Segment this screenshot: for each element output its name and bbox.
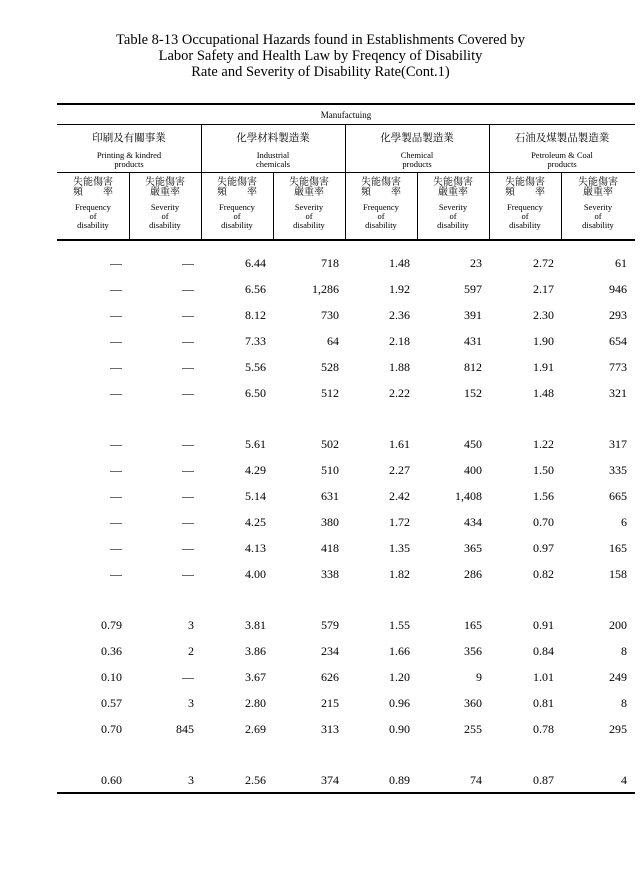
- subheader-text: disability: [221, 220, 253, 230]
- subheader-frequency: [57, 178, 129, 230]
- cell-industrial-frequency: 7.33: [245, 334, 266, 348]
- bottom-rule: [57, 792, 635, 794]
- subheader-text: 頻 率: [361, 187, 401, 198]
- subheader-text: 失能傷害: [433, 177, 473, 188]
- cell-chemical-frequency: 0.96: [389, 696, 410, 710]
- group-en: Petroleum & Coal: [531, 150, 593, 160]
- title-line-2: Labor Safety and Health Law by Freqency of Disability: [158, 48, 483, 64]
- cell-petroleum-severity: 293: [609, 308, 627, 322]
- cell-petroleum-severity: 946: [609, 282, 627, 296]
- cell-industrial-frequency: 4.29: [245, 463, 266, 477]
- subheader-text: of: [594, 211, 602, 221]
- title-line-1: Table 8-13 Occupational Hazards found in Establishments Covered by: [116, 32, 525, 48]
- cell-industrial-severity: 64: [327, 334, 339, 348]
- cell-industrial-severity: 510: [321, 463, 339, 477]
- cell-industrial-frequency: 8.12: [245, 308, 266, 322]
- cell-industrial-severity: 215: [321, 696, 339, 710]
- cell-petroleum-frequency: 1.50: [533, 463, 554, 477]
- cell-printing-frequency: 0.57: [101, 696, 122, 710]
- subheader-text: 失能傷害: [361, 177, 401, 188]
- cell-industrial-severity: 730: [321, 308, 339, 322]
- cell-petroleum-frequency: 1.48: [533, 386, 554, 400]
- cell-petroleum-severity: 665: [609, 489, 627, 503]
- cell-industrial-frequency: 4.25: [245, 515, 266, 529]
- group-cn: 印刷及有關事業: [92, 133, 166, 144]
- cell-petroleum-frequency: 1.01: [533, 670, 554, 684]
- cell-petroleum-severity: 335: [609, 463, 627, 477]
- group-cn: 化學材料製造業: [236, 133, 310, 144]
- cell-printing-frequency: —: [110, 256, 122, 270]
- cell-petroleum-severity: 6: [621, 515, 627, 529]
- cell-chemical-severity: 152: [464, 386, 482, 400]
- subheader-text: Severity: [583, 202, 613, 212]
- cell-industrial-severity: 512: [321, 386, 339, 400]
- cell-printing-severity: —: [182, 282, 194, 296]
- cell-industrial-frequency: 2.80: [245, 696, 266, 710]
- subheader-text: 嚴重率: [294, 187, 324, 198]
- cell-chemical-severity: 365: [464, 541, 482, 555]
- group-rule: [57, 172, 635, 173]
- subheader-text: of: [449, 211, 457, 221]
- cell-printing-severity: —: [182, 515, 194, 529]
- cell-petroleum-severity: 200: [609, 618, 627, 632]
- cell-printing-frequency: 0.79: [101, 618, 122, 632]
- cell-printing-severity: 3: [188, 773, 194, 787]
- cell-industrial-severity: 418: [321, 541, 339, 555]
- group-cn: 石油及煤製品製造業: [514, 133, 610, 144]
- cell-printing-frequency: —: [110, 360, 122, 374]
- subheader-text: 失能傷害: [505, 177, 545, 188]
- cell-chemical-severity: 165: [464, 618, 482, 632]
- cell-petroleum-frequency: 1.90: [533, 334, 554, 348]
- group-en: products: [402, 159, 432, 169]
- group-header-industrial-chemicals: [201, 130, 345, 169]
- cell-industrial-frequency: 2.56: [245, 773, 266, 787]
- cell-printing-frequency: 0.10: [101, 670, 122, 684]
- cell-chemical-severity: 1,408: [455, 489, 482, 503]
- cell-printing-frequency: —: [110, 282, 122, 296]
- cell-industrial-severity: 579: [321, 618, 339, 632]
- cell-chemical-frequency: 1.88: [389, 360, 410, 374]
- cell-printing-severity: 845: [176, 722, 194, 736]
- subheader-text: 頻 率: [217, 187, 257, 198]
- cell-petroleum-severity: 165: [609, 541, 627, 555]
- subheader-text: Frequency: [75, 202, 111, 212]
- subheader-text: of: [305, 211, 313, 221]
- cell-chemical-severity: 812: [464, 360, 482, 374]
- cell-printing-frequency: 0.70: [101, 722, 122, 736]
- cell-chemical-severity: 431: [464, 334, 482, 348]
- cell-petroleum-severity: 8: [621, 696, 627, 710]
- cell-industrial-frequency: 6.56: [245, 282, 266, 296]
- cell-petroleum-frequency: 0.97: [533, 541, 554, 555]
- subheader-text: of: [521, 211, 529, 221]
- cell-chemical-frequency: 0.90: [389, 722, 410, 736]
- subheader-severity: [273, 178, 345, 230]
- subheader-text: disability: [293, 220, 325, 230]
- cell-chemical-frequency: 1.72: [389, 515, 410, 529]
- cell-industrial-severity: 718: [321, 256, 339, 270]
- cell-industrial-frequency: 5.56: [245, 360, 266, 374]
- cell-industrial-severity: 1,286: [312, 282, 339, 296]
- cell-printing-frequency: —: [110, 437, 122, 451]
- cell-printing-severity: 3: [188, 696, 194, 710]
- header-bottom-rule: [57, 239, 635, 241]
- cell-petroleum-severity: 4: [621, 773, 627, 787]
- subheader-severity: [417, 178, 489, 230]
- cell-industrial-severity: 380: [321, 515, 339, 529]
- cell-industrial-severity: 374: [321, 773, 339, 787]
- cell-chemical-frequency: 1.66: [389, 644, 410, 658]
- cell-petroleum-frequency: 0.87: [533, 773, 554, 787]
- cell-petroleum-severity: 317: [609, 437, 627, 451]
- manufacturing-header: Manufactuing: [320, 110, 372, 120]
- cell-industrial-severity: 631: [321, 489, 339, 503]
- subheader-frequency: [489, 178, 561, 230]
- cell-printing-severity: —: [182, 567, 194, 581]
- cell-chemical-frequency: 2.27: [389, 463, 410, 477]
- cell-industrial-frequency: 5.61: [245, 437, 266, 451]
- cell-industrial-severity: 528: [321, 360, 339, 374]
- cell-industrial-frequency: 6.44: [245, 256, 266, 270]
- subheader-text: 失能傷害: [73, 177, 113, 188]
- subheader-text: Severity: [438, 202, 468, 212]
- group-header-petroleum-coal: [489, 130, 635, 169]
- subheader-text: disability: [77, 220, 109, 230]
- subheader-frequency: [345, 178, 417, 230]
- cell-chemical-severity: 434: [464, 515, 482, 529]
- cell-chemical-frequency: 2.18: [389, 334, 410, 348]
- cell-printing-frequency: —: [110, 567, 122, 581]
- table-title: [0, 32, 641, 80]
- cell-chemical-frequency: 1.48: [389, 256, 410, 270]
- manufacturing-rule: [57, 124, 635, 125]
- subheader-text: disability: [582, 220, 614, 230]
- cell-printing-frequency: —: [110, 541, 122, 555]
- subheader-text: 失能傷害: [289, 177, 329, 188]
- subheader-text: of: [89, 211, 97, 221]
- cell-industrial-severity: 234: [321, 644, 339, 658]
- cell-chemical-severity: 9: [476, 670, 482, 684]
- subheader-text: disability: [437, 220, 469, 230]
- cell-printing-severity: —: [182, 670, 194, 684]
- subheader-severity: [129, 178, 201, 230]
- cell-industrial-severity: 626: [321, 670, 339, 684]
- cell-petroleum-frequency: 1.22: [533, 437, 554, 451]
- subheader-text: 失能傷害: [145, 177, 185, 188]
- subheader-text: of: [377, 211, 385, 221]
- cell-petroleum-frequency: 2.17: [533, 282, 554, 296]
- cell-chemical-severity: 255: [464, 722, 482, 736]
- subheader-text: Severity: [150, 202, 180, 212]
- cell-industrial-frequency: 2.69: [245, 722, 266, 736]
- cell-printing-frequency: —: [110, 489, 122, 503]
- cell-petroleum-frequency: 0.78: [533, 722, 554, 736]
- cell-chemical-severity: 74: [470, 773, 482, 787]
- cell-printing-frequency: —: [110, 463, 122, 477]
- cell-printing-severity: —: [182, 360, 194, 374]
- cell-printing-frequency: —: [110, 515, 122, 529]
- top-rule: [57, 103, 635, 105]
- subheader-text: disability: [509, 220, 541, 230]
- cell-petroleum-frequency: 2.72: [533, 256, 554, 270]
- cell-chemical-frequency: 2.36: [389, 308, 410, 322]
- cell-chemical-frequency: 1.92: [389, 282, 410, 296]
- cell-chemical-frequency: 1.61: [389, 437, 410, 451]
- cell-petroleum-frequency: 2.30: [533, 308, 554, 322]
- subheader-frequency: [201, 178, 273, 230]
- title-line-3: Rate and Severity of Disability Rate(Cont.1): [191, 64, 450, 80]
- cell-industrial-severity: 502: [321, 437, 339, 451]
- group-en: chemicals: [256, 159, 290, 169]
- cell-chemical-frequency: 0.89: [389, 773, 410, 787]
- cell-petroleum-severity: 61: [615, 256, 627, 270]
- cell-petroleum-severity: 321: [609, 386, 627, 400]
- cell-industrial-frequency: 6.50: [245, 386, 266, 400]
- cell-petroleum-frequency: 0.91: [533, 618, 554, 632]
- group-en: Industrial: [256, 150, 290, 160]
- subheader-text: 失能傷害: [217, 177, 257, 188]
- cell-chemical-severity: 391: [464, 308, 482, 322]
- cell-industrial-severity: 313: [321, 722, 339, 736]
- group-en: products: [547, 159, 577, 169]
- cell-industrial-frequency: 5.14: [245, 489, 266, 503]
- cell-chemical-frequency: 2.42: [389, 489, 410, 503]
- cell-petroleum-severity: 249: [609, 670, 627, 684]
- subheader-text: 頻 率: [73, 187, 113, 198]
- cell-printing-frequency: —: [110, 334, 122, 348]
- cell-printing-severity: —: [182, 334, 194, 348]
- cell-industrial-severity: 338: [321, 567, 339, 581]
- cell-industrial-frequency: 4.00: [245, 567, 266, 581]
- cell-printing-severity: —: [182, 437, 194, 451]
- cell-chemical-frequency: 1.35: [389, 541, 410, 555]
- cell-industrial-frequency: 3.81: [245, 618, 266, 632]
- group-header-printing: [57, 130, 201, 169]
- group-en: Chemical: [400, 150, 434, 160]
- cell-printing-severity: —: [182, 489, 194, 503]
- subheader-text: 頻 率: [505, 187, 545, 198]
- cell-chemical-severity: 360: [464, 696, 482, 710]
- subheader-text: Severity: [294, 202, 324, 212]
- cell-petroleum-frequency: 0.81: [533, 696, 554, 710]
- group-cn: 化學製品製造業: [380, 133, 454, 144]
- subheader-text: disability: [149, 220, 181, 230]
- cell-petroleum-frequency: 0.84: [533, 644, 554, 658]
- subheader-severity: [561, 178, 635, 230]
- cell-petroleum-frequency: 1.91: [533, 360, 554, 374]
- cell-chemical-severity: 286: [464, 567, 482, 581]
- group-en: Printing & kindred: [96, 150, 162, 160]
- group-header-chemical-products: [345, 130, 489, 169]
- cell-chemical-severity: 450: [464, 437, 482, 451]
- cell-printing-frequency: 0.60: [101, 773, 122, 787]
- subheader-text: of: [161, 211, 169, 221]
- subheader-text: Frequency: [363, 202, 399, 212]
- cell-chemical-severity: 597: [464, 282, 482, 296]
- group-en: products: [114, 159, 144, 169]
- cell-industrial-frequency: 4.13: [245, 541, 266, 555]
- cell-petroleum-severity: 158: [609, 567, 627, 581]
- cell-printing-severity: —: [182, 308, 194, 322]
- cell-petroleum-frequency: 0.82: [533, 567, 554, 581]
- cell-chemical-severity: 356: [464, 644, 482, 658]
- cell-printing-severity: —: [182, 541, 194, 555]
- cell-chemical-frequency: 1.55: [389, 618, 410, 632]
- cell-chemical-frequency: 2.22: [389, 386, 410, 400]
- cell-chemical-severity: 23: [470, 256, 482, 270]
- subheader-text: 嚴重率: [150, 187, 180, 198]
- subheader-text: Frequency: [219, 202, 255, 212]
- cell-petroleum-severity: 8: [621, 644, 627, 658]
- cell-petroleum-severity: 654: [609, 334, 627, 348]
- cell-printing-frequency: 0.36: [101, 644, 122, 658]
- cell-petroleum-severity: 295: [609, 722, 627, 736]
- cell-petroleum-frequency: 0.70: [533, 515, 554, 529]
- cell-printing-severity: —: [182, 463, 194, 477]
- cell-printing-severity: 2: [188, 644, 194, 658]
- cell-chemical-severity: 400: [464, 463, 482, 477]
- cell-printing-frequency: —: [110, 308, 122, 322]
- cell-chemical-frequency: 1.82: [389, 567, 410, 581]
- cell-industrial-frequency: 3.67: [245, 670, 266, 684]
- subheader-text: 嚴重率: [583, 187, 613, 198]
- subheader-text: 失能傷害: [578, 177, 618, 188]
- subheader-text: Frequency: [507, 202, 543, 212]
- subheader-text: 嚴重率: [438, 187, 468, 198]
- cell-printing-severity: —: [182, 256, 194, 270]
- subheader-text: disability: [365, 220, 397, 230]
- cell-chemical-frequency: 1.20: [389, 670, 410, 684]
- cell-industrial-frequency: 3.86: [245, 644, 266, 658]
- cell-petroleum-severity: 773: [609, 360, 627, 374]
- cell-printing-severity: —: [182, 386, 194, 400]
- cell-printing-frequency: —: [110, 386, 122, 400]
- cell-petroleum-frequency: 1.56: [533, 489, 554, 503]
- subheader-text: of: [233, 211, 241, 221]
- cell-printing-severity: 3: [188, 618, 194, 632]
